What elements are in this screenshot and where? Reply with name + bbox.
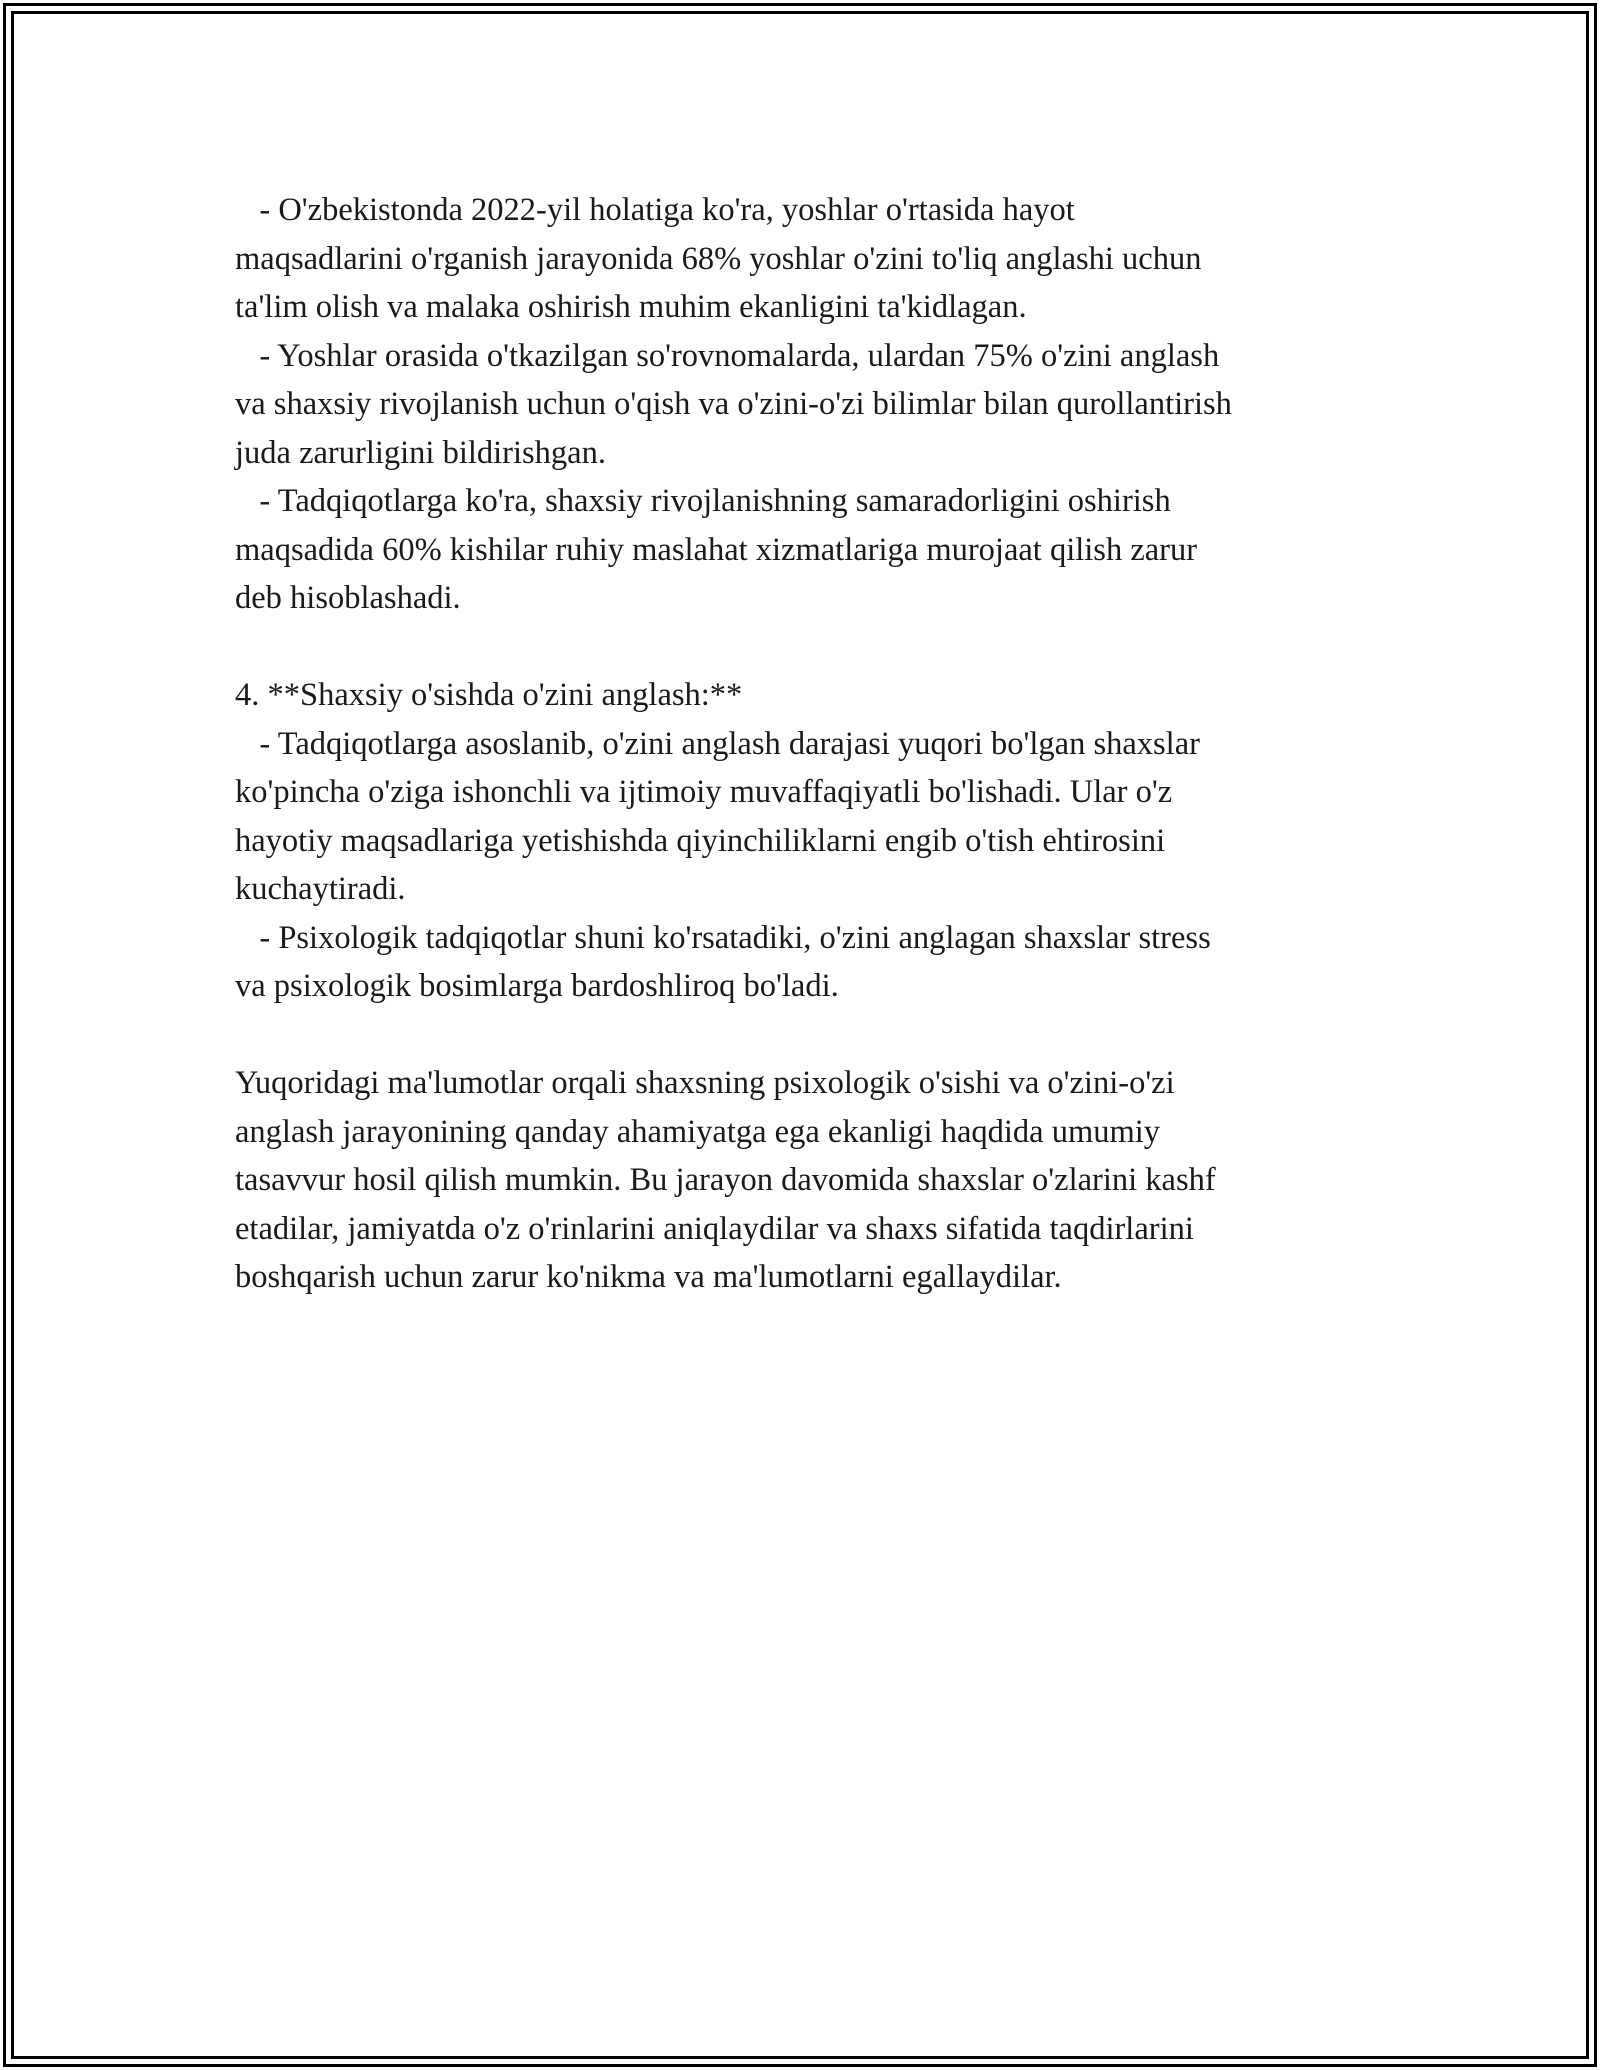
text-line: - Tadqiqotlarga ko'ra, shaxsiy rivojlanishning samaradorligini oshirish: [235, 483, 1171, 519]
text-line: hayotiy maqsadlariga yetishishda qiyinchiliklarni engib o'tish ehtirosini: [235, 822, 1166, 859]
text-line: Yuqoridagi ma'lumotlar orqali shaxsning psixologik o'sishi va o'zini-o'zi: [235, 1065, 1175, 1101]
text-line: maqsadida 60% kishilar ruhiy maslahat xizmatlariga murojaat qilish zarur: [235, 531, 1198, 568]
text-line: - O'zbekistonda 2022-yil holatiga ko'ra, yoshlar o'rtasida hayot: [235, 192, 1075, 228]
text-line: ta'lim olish va malaka oshirish muhim ekanligini ta'kidlagan.: [235, 289, 1027, 325]
text-line: maqsadlarini o'rganish jarayonida 68% yoshlar o'zini to'liq anglashi uchun: [235, 240, 1202, 277]
text-line: - Yoshlar orasida o'tkazilgan so'rovnomalarda, ulardan 75% o'zini anglash: [235, 337, 1220, 374]
bullet-youth-survey: [235, 332, 1395, 478]
text-line: anglash jarayonining qanday ahamiyatga ega ekanligi haqdida umumiy: [235, 1113, 1161, 1150]
text-line: ko'pincha o'ziga ishonchli va ijtimoiy muvaffaqiyatli bo'lishadi. Ular o'z: [235, 774, 1173, 810]
section-personal-growth: [235, 671, 1395, 1011]
text-line: tasavvur hosil qilish mumkin. Bu jarayon davomida shaxslar o'zlarini kashf: [235, 1162, 1216, 1198]
text-line: va shaxsiy rivojlanish uchun o'qish va o'zini-o'zi bilimlar bilan qurollantirish: [235, 386, 1232, 422]
paragraph-gap: [235, 623, 1395, 672]
text-line: va psixologik bosimlarga bardoshliroq bo'ladi.: [235, 968, 839, 1004]
document-body: [235, 186, 1395, 1302]
bullet-youth-goals: [235, 186, 1395, 332]
text-line: - Tadqiqotlarga asoslanib, o'zini anglash darajasi yuqori bo'lgan shaxslar: [235, 725, 1200, 762]
conclusion-paragraph: [235, 1059, 1395, 1302]
text-line: juda zarurligini bildirishgan.: [235, 434, 606, 471]
text-line: deb hisoblashadi.: [235, 580, 461, 616]
text-line: - Psixologik tadqiqotlar shuni ko'rsatadiki, o'zini anglagan shaxslar stress: [235, 919, 1211, 956]
text-line: boshqarish uchun zarur ko'nikma va ma'lumotlarni egallaydilar.: [235, 1259, 1062, 1295]
bullet-research-counseling: [235, 477, 1395, 623]
section-heading: 4. **Shaxsiy o'sishda o'zini anglash:**: [235, 677, 743, 713]
text-line: kuchaytiradi.: [235, 871, 406, 907]
paragraph-gap: [235, 1011, 1395, 1060]
text-line: etadilar, jamiyatda o'z o'rinlarini aniqlaydilar va shaxs sifatida taqdirlarini: [235, 1210, 1194, 1247]
